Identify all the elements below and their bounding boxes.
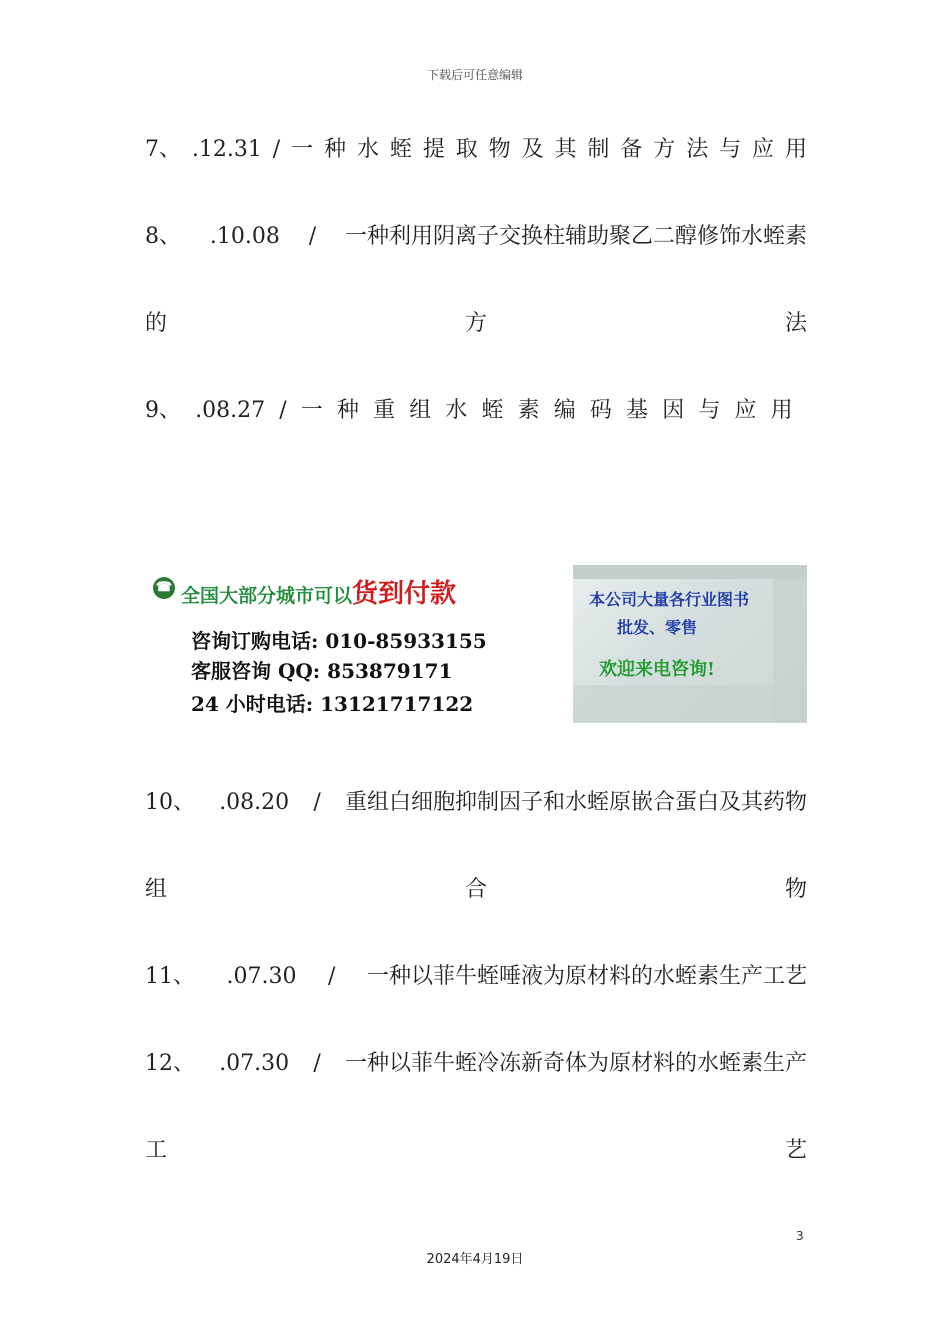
entry-number: 9、 [145,398,181,423]
entry-slash: / [308,224,317,249]
entry-number: 7、 [145,137,181,162]
ad-phone-line: 咨询订购电话: 010-85933155 [191,629,487,653]
entry-9-line: 9、 .08.27 / 一 种 重 组 水 蛭 素 编 码 基 因 与 应 用 [145,395,807,427]
entry-number: 10、 [145,790,195,815]
advertisement-banner [145,565,807,725]
ad-qq-line: 客服咨询 QQ: 853879171 [191,659,453,683]
ad-hotline: 24 小时电话: 13121717122 [191,692,474,716]
entry-date: .12.31 [191,137,262,162]
shelf-decoration [573,685,807,723]
ad-title [153,573,456,610]
entry-slash: / [272,137,281,162]
footer-date: 2024年4月19日 [426,1252,524,1267]
entry-title: 重组白细胞抑制因子和水蛭原嵌合蛋白及其药物 [344,790,807,815]
entry-number: 12、 [145,1051,195,1076]
entry-title: 一种以菲牛蛭唾液为原材料的水蛭素生产工艺 [366,964,807,989]
entry-slash: / [313,1051,321,1076]
entry-date: .08.20 [219,790,290,815]
entry-11-line [145,961,807,993]
entry-title: 一种以菲牛蛭冷冻新奇体为原材料的水蛭素生产 [344,1051,807,1076]
entry-8-line [145,221,807,253]
entry-12-line [145,1048,807,1080]
entry-slash: / [279,398,287,423]
entry-number: 8、 [145,224,181,249]
entry-title: 一种利用阴离子交换柱辅助聚乙二醇修饰水蛭素 [344,224,807,249]
entry-slash: / [328,964,336,989]
entry-date: .07.30 [219,1051,290,1076]
entry-12-continuation: 工 艺 [145,1138,807,1163]
ad-bookstore-panel [573,565,807,723]
entry-date: .08.27 [195,398,266,423]
ad-right-line1: 本公司大量各行业图书 [589,590,750,609]
page-header: 下载后可任意编辑 [426,68,523,82]
shelf-decoration [573,565,807,579]
entry-date: .07.30 [226,964,297,989]
ad-right-line3: 欢迎来电咨询! [599,659,715,680]
entry-10-continuation: 组 合 物 [145,877,807,902]
entry-slash: / [313,790,321,815]
ad-contact-panel [153,573,563,723]
entry-date: .10.08 [209,224,280,249]
phone-icon: ☎ [153,577,175,599]
entry-8-continuation: 的 方 法 [145,311,807,336]
ad-title-text: 全国大部分城市可以 [181,585,353,607]
entry-number: 11、 [145,964,195,989]
entry-7-line: 7、 .12.31 / 一 种 水 蛭 提 取 物 及 其 制 备 方 法 与 应 用 [145,134,807,166]
ad-title-emphasis: 货到付款 [352,579,457,609]
ad-right-line2: 批发、零售 [617,618,698,637]
entry-10-line [145,787,807,819]
page-number: 3 [796,1229,804,1243]
